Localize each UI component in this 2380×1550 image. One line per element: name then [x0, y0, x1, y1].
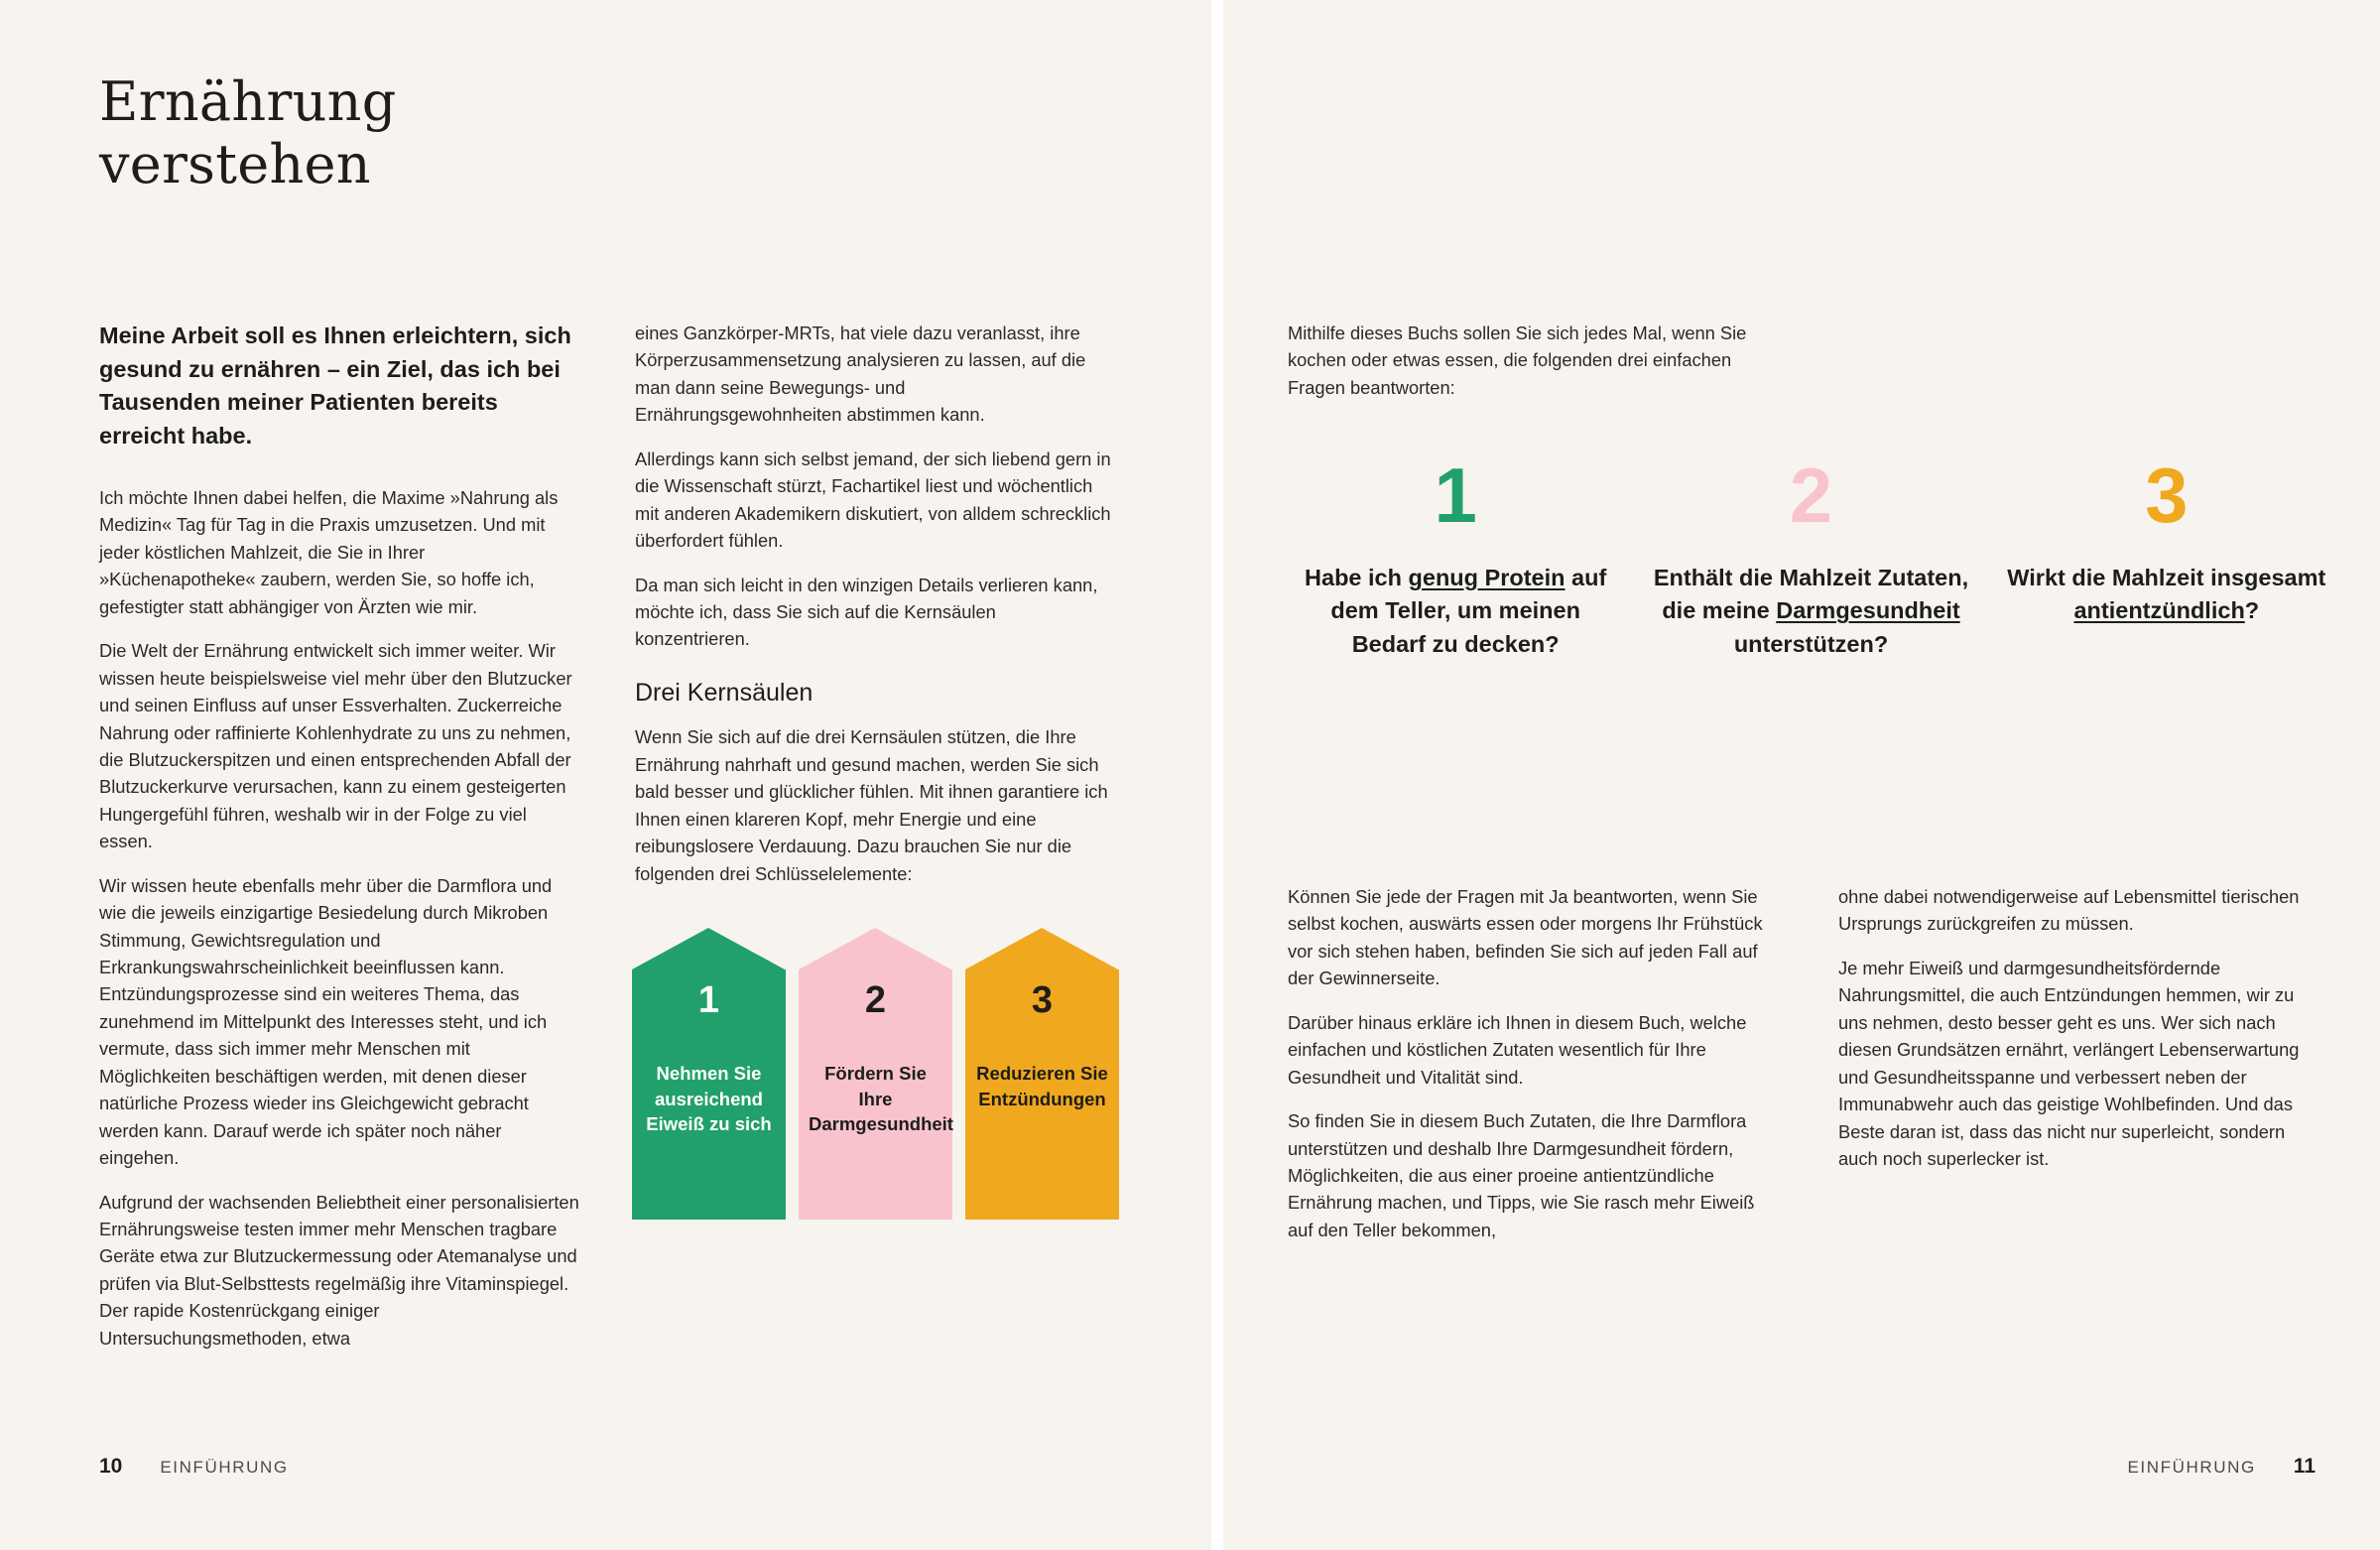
question-text-post: ?: [2244, 597, 2260, 624]
paragraph: Die Welt der Ernährung entwickelt sich immer weiter. Wir wissen heute beispielsweise viel mehr über den Blutzucker und seinen Einfluss auf unser Essverhalten. Zuckerreiche Nahrung oder raffinierte Kohlenhydrate zu uns zu nehmen, die Blutzuckerspitzen und einen entsprechenden Abfall der Blutzuckerkurve verursachen, kann zu einem gesteigerten Hungergefühl führen, weshalb wir in der Folge zu viel essen.: [99, 640, 572, 852]
question-number: 3: [2145, 452, 2189, 539]
folio-left: [99, 1455, 289, 1479]
folio-right: [2127, 1455, 2316, 1479]
right-page: [1223, 0, 2380, 1550]
right-column-left: [1288, 883, 1769, 1260]
paragraph: Da man sich leicht in den winzigen Details verlieren kann, möchte ich, dass Sie sich auf die Kernsäulen konzentrieren.: [635, 574, 1098, 650]
paragraph: ohne dabei notwendigerweise auf Lebensmittel tierischen Ursprungs zurückgreifen zu müssen.: [1838, 886, 2300, 935]
paragraph: Allerdings kann sich selbst jemand, der sich liebend gern in die Wissenschaft stürzt, Fachartikel liest und wöchentlich mit anderen Akademikern diskutiert, von alldem schrecklich überfordert fühlen.: [635, 448, 1111, 552]
pillar-arrow-tip: [799, 928, 951, 969]
question-text-emphasis: genug Protein: [1408, 565, 1566, 590]
paragraph: Können Sie jede der Fragen mit Ja beantworten, wenn Sie selbst kochen, auswärts essen oder morgens Ihr Frühstück vor sich stehen haben, befinden Sie sich auf jeden Fall auf der Gewinnerseite.: [1288, 886, 1763, 989]
page-gutter: [1211, 0, 1223, 1550]
page-number: 11: [2293, 1455, 2316, 1478]
chapter-title-line1: Ernährung: [99, 70, 397, 133]
pillar-number: 2: [864, 979, 887, 1021]
question-text-pre: Habe ich: [1305, 565, 1409, 590]
question-text-pre: Wirkt die Mahlzeit insgesamt: [2007, 565, 2326, 590]
pillar-number: 3: [1031, 979, 1054, 1021]
right-column-right: [1838, 883, 2319, 1260]
pillar-3: [965, 928, 1119, 1220]
paragraph: So finden Sie in diesem Buch Zutaten, die Ihre Darmflora unterstützen und deshalb Ihre Darmgesundheit fördern, Möglichkeiten, die aus einer proeine antientzündliche Ernährung machen, und Tipps, wie Sie rasch mehr Eiweiß auf den Teller bekommen,: [1288, 1110, 1755, 1240]
question-text-pre: Enthält die Mahlzeit Zutaten, die meine: [1653, 565, 1969, 624]
question-text-post: unterstützen?: [1733, 630, 1889, 657]
paragraph: Ich möchte Ihnen dabei helfen, die Maxime »Nahrung als Medizin« Tag für Tag in die Praxis umzusetzen. Und mit jeder köstlichen Mahlzeit, die Sie in Ihrer »Küchenapotheke« zaubern, werden Sie, so hoffe ich, gefestigter statt abhängiger von Ärzten wie mir.: [99, 487, 559, 617]
question-number: 1: [1434, 452, 1477, 539]
pillar-label: Fördern Sie Ihre Darmgesundheit: [809, 1063, 953, 1135]
question-text: [1647, 562, 1974, 661]
question-text: [1292, 562, 1619, 661]
question-1: [1278, 452, 1633, 661]
paragraph: Wenn Sie sich auf die drei Kernsäulen stützen, die Ihre Ernährung nahrhaft und gesund machen, werden Sie sich bald besser und glücklicher fühlen. Mit ihnen garantiere ich Ihnen einen klareren Kopf, mehr Energie und eine reibungslosere Verdauung. Dazu brauchen Sie nur die folgenden drei Schlüsselelemente:: [635, 726, 1108, 884]
pillar-label: Reduzieren Sie Entzündungen: [976, 1063, 1108, 1109]
page-title: [99, 71, 397, 195]
pillar-body: [965, 969, 1119, 1220]
pillar-body: [632, 969, 786, 1220]
question-2: [1633, 452, 1988, 661]
paragraph: Wir wissen heute ebenfalls mehr über die Darmflora und wie die jeweils einzigartige Besiedelung durch Mikroben Stimmung, Gewichtsregulation und Erkrankungswahrscheinlichkeit beeinflussen kann. Entzündungsprozesse sind ein weiteres Thema, das zunehmend im Mittelpunkt des Interesses steht, und ich vermute, dass sich immer mehr Menschen mit Möglichkeiten beschäftigen werden, mit denen dieser natürliche Prozess wieder ins Gleichgewicht gebracht werden kann. Darauf werde ich später noch näher eingehen.: [99, 874, 553, 1169]
right-text-columns: [1288, 883, 2319, 1260]
question-text: [2003, 562, 2330, 628]
paragraph: Darüber hinaus erkläre ich Ihnen in diesem Buch, welche einfachen und köstlichen Zutaten wesentlich für Ihre Gesundheit und Vitalität sind.: [1288, 1011, 1747, 1088]
page-number: 10: [99, 1455, 123, 1478]
pillar-2: [799, 928, 952, 1220]
middle-text-column: [635, 320, 1114, 904]
running-head: EINFÜHRUNG: [160, 1458, 289, 1477]
three-questions-block: [1278, 452, 2344, 661]
section-subheading: Drei Kernsäulen: [635, 678, 814, 707]
pillar-body: [799, 969, 952, 1220]
lead-paragraph: Meine Arbeit soll es Ihnen erleichtern, sich gesund zu ernähren – ein Ziel, das ich bei Tausenden meiner Patienten bereits erreicht habe.: [99, 323, 571, 449]
paragraph: eines Ganzkörper-MRTs, hat viele dazu veranlasst, ihre Körperzusammensetzung analysieren zu lassen, auf die man dann seine Bewegungs- und Ernährungsgewohnheiten abstimmen kann.: [635, 323, 1086, 426]
pillar-arrow-tip: [965, 928, 1118, 969]
question-text-emphasis: antientzündlich: [2073, 597, 2245, 624]
chapter-title-line2: verstehen: [99, 132, 371, 195]
paragraph: Je mehr Eiweiß und darmgesundheitsfördernde Nahrungsmittel, die auch Entzündungen hemmen, wir zu uns nehmen, desto besser geht es uns. Wer sich nach diesen Grundsätzen ernährt, verlängert Lebenserwartung und Gesundheitsspanne und verbessert neben der Immunabwehr auch das geistige Wohlbefinden. Und das Beste daran ist, dass das nicht nur superleicht, sondern auch noch superlecker ist.: [1838, 957, 2300, 1169]
question-text-emphasis: Darmgesundheit: [1776, 597, 1960, 624]
pillar-number: 1: [697, 979, 720, 1021]
pillar-label: Nehmen Sie ausreichend Eiweiß zu sich: [646, 1063, 772, 1135]
running-head: EINFÜHRUNG: [2127, 1458, 2256, 1477]
right-intro-paragraph: Mithilfe dieses Buchs sollen Sie sich jedes Mal, wenn Sie kochen oder etwas essen, die folgenden drei einfachen Fragen beantworten:: [1288, 323, 1747, 398]
question-text-post: auf dem Teller, um meinen Bedarf zu decken?: [1330, 565, 1607, 657]
question-3: [1989, 452, 2344, 661]
left-text-column: [99, 484, 582, 1368]
pillar-1: [632, 928, 786, 1220]
paragraph: Aufgrund der wachsenden Beliebtheit einer personalisierten Ernährungsweise testen immer mehr Menschen tragbare Geräte etwa zur Blutzuckermessung oder Atemanalyse und prüfen via Blut-Selbsttests regelmäßig ihre Vitaminspiegel. Der rapide Kostenrückgang einiger Untersuchungsmethoden, etwa: [99, 1191, 579, 1349]
pillar-arrow-tip: [632, 928, 785, 969]
question-number: 2: [1789, 452, 1833, 539]
three-pillars-graphic: [632, 928, 1119, 1220]
